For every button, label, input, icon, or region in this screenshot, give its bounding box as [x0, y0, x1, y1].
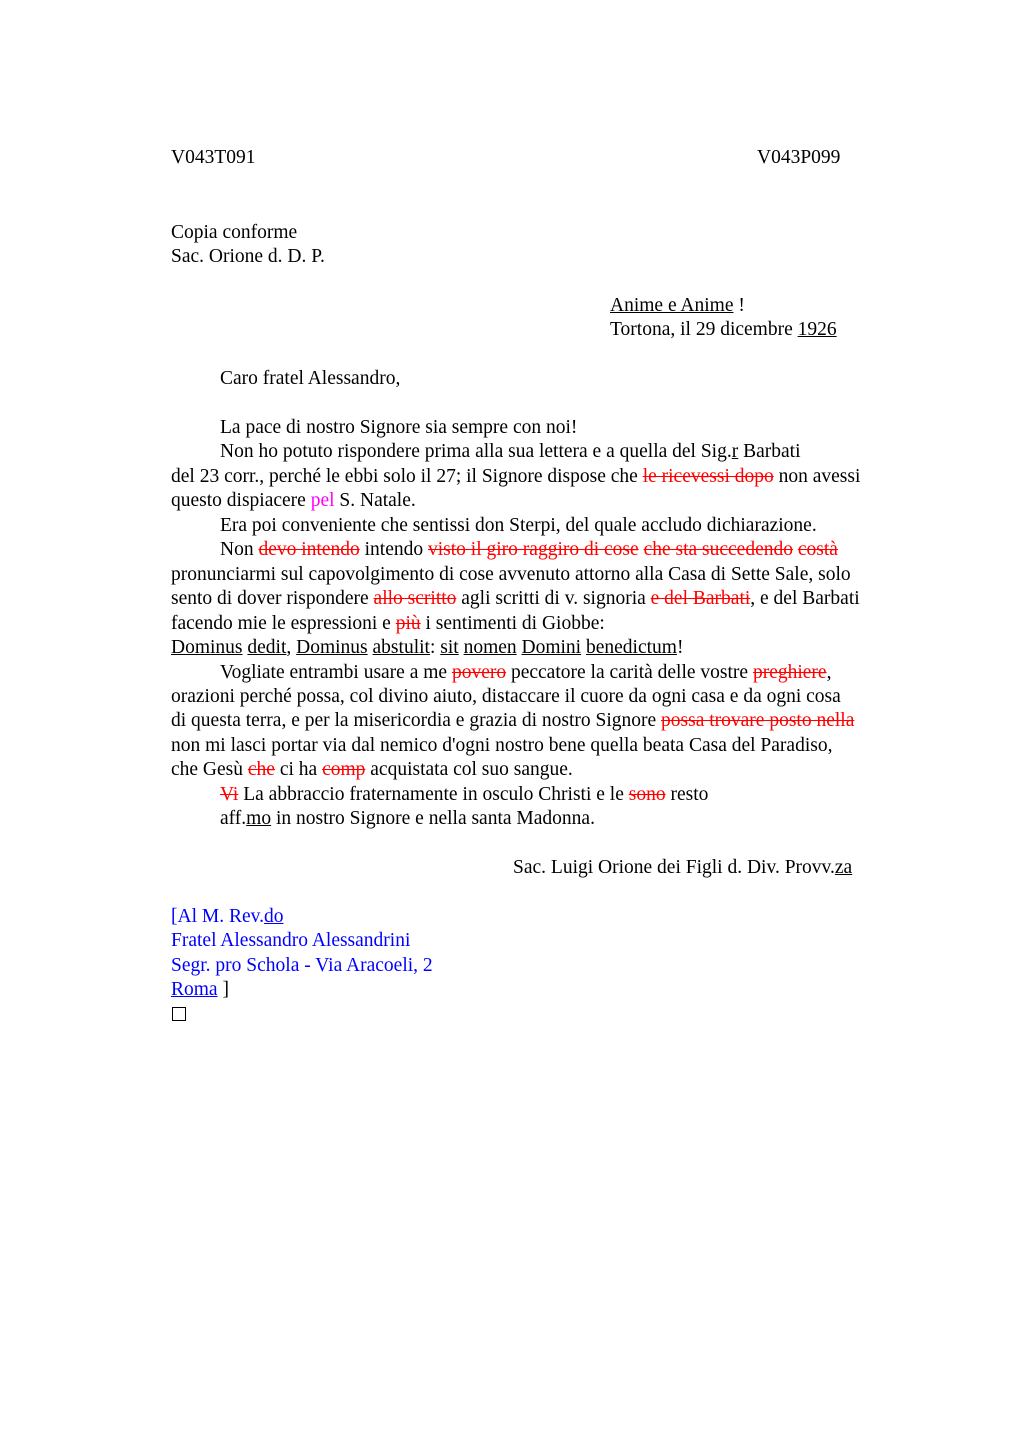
body-line-1: La pace di nostro Signore sia sempre con noi!	[220, 417, 578, 438]
checkbox-square-icon	[172, 1004, 186, 1028]
deleted-text: più	[395, 613, 421, 634]
abbrev-superscript: mo	[246, 808, 272, 829]
latin-word: nomen	[463, 637, 517, 658]
text-segment: La abbraccio fraternamente in osculo Christi e le	[238, 784, 629, 805]
dateline-prefix: Tortona, il 29 dicembre	[610, 319, 798, 340]
body-line-4	[171, 489, 416, 513]
latin-word: sit	[440, 637, 459, 658]
body-line-6	[220, 538, 838, 562]
text-segment: facendo mie le espressioni e	[171, 613, 396, 634]
body-line-17	[220, 807, 595, 831]
deleted-text: sono	[628, 784, 666, 805]
latin-word: Dominus	[171, 637, 243, 658]
motto-text: Anime e Anime	[610, 295, 734, 316]
deleted-text: povero	[451, 662, 507, 683]
text-segment: acquistata col suo sangue.	[365, 759, 573, 780]
text-segment: non avessi	[773, 466, 861, 487]
address-line-4	[171, 978, 229, 1002]
text-segment: Vogliate entrambi usare a me	[220, 662, 452, 683]
motto-suffix: !	[733, 295, 745, 316]
deleted-text: e del Barbati	[650, 588, 751, 609]
body-line-15	[171, 758, 573, 782]
text-segment: ,	[826, 662, 832, 683]
text-segment: in nostro Signore e nella santa Madonna.	[271, 808, 595, 829]
deleted-text: visto il giro raggiro di cose	[428, 539, 639, 560]
deleted-text: che	[247, 759, 275, 780]
latin-quote: Dominus dedit, Dominus abstulit: sit nomen Domini benedictum!	[171, 637, 684, 658]
body-line-5: Era poi conveniente che sentissi don Sterpi, del quale accludo dichiarazione.	[220, 515, 817, 536]
deleted-text: devo intendo	[258, 539, 360, 560]
deleted-text: le ricevessi dopo	[642, 466, 774, 487]
text-segment: i sentimenti di Giobbe:	[420, 613, 605, 634]
text-segment: ]	[217, 979, 229, 1000]
text-segment: che Gesù	[171, 759, 248, 780]
address-line-2: Fratel Alessandro Alessandrini	[171, 930, 411, 951]
text-segment: Barbati	[738, 441, 801, 462]
deleted-text: allo scritto	[373, 588, 457, 609]
latin-word: benedictum	[585, 637, 677, 658]
text-segment: di questa terra, e per la misericordia e grazia di nostro Signore	[171, 710, 662, 731]
latin-word: abstulit	[372, 637, 430, 658]
dateline	[610, 318, 837, 342]
inserted-text: pel	[310, 490, 335, 511]
deleted-text: che sta succedendo	[643, 539, 793, 560]
body-line-7: pronunciarmi sul capovolgimento di cose avvenuto attorno alla Casa di Sette Sale, solo	[171, 564, 851, 585]
address-line-1	[171, 905, 283, 929]
text-segment: , e del Barbati	[750, 588, 860, 609]
text-segment: intendo	[359, 539, 428, 560]
text-segment: aff.	[220, 808, 247, 829]
body-line-14: non mi lasci portar via dal nemico d'ogni nostro bene quella beata Casa del Paradiso,	[171, 735, 833, 756]
text-segment: ci ha	[274, 759, 323, 780]
body-line-8	[171, 587, 860, 611]
abbrev-superscript: r	[731, 441, 739, 462]
square-icon	[172, 1007, 186, 1021]
deleted-text: possa trovare posto nella	[661, 710, 855, 731]
motto	[610, 294, 745, 318]
text-segment: resto	[665, 784, 709, 805]
latin-word: dedit	[247, 637, 287, 658]
deleted-text: Vi	[220, 784, 239, 805]
salutation: Caro fratel Alessandro,	[220, 368, 401, 389]
deleted-text: comp	[322, 759, 366, 780]
abbrev-superscript: za	[834, 857, 853, 878]
left-code: V043T091	[171, 147, 256, 168]
latin-word: Domini	[521, 637, 582, 658]
body-line-9	[171, 612, 605, 636]
text-segment: S. Natale.	[334, 490, 416, 511]
body-line-3	[171, 465, 860, 489]
text-segment: questo dispiacere	[171, 490, 311, 511]
deleted-text: preghiere	[752, 662, 827, 683]
body-line-16	[220, 783, 708, 807]
body-line-2	[220, 440, 801, 464]
address-line-3: Segr. pro Schola - Via Aracoeli, 2	[171, 955, 433, 976]
text-segment: del 23 corr., perché le ebbi solo il 27; il Signore dispose che	[171, 466, 643, 487]
dateline-year: 1926	[797, 319, 837, 340]
right-code: V043P099	[757, 147, 841, 168]
text-segment: Non ho potuto rispondere prima alla sua lettera e a quella del Sig.	[220, 441, 732, 462]
text-segment: sento di dover rispondere	[171, 588, 374, 609]
abbrev-superscript: do	[263, 906, 284, 927]
text-segment: agli scritti di v. signoria	[456, 588, 651, 609]
body-line-13	[171, 709, 854, 733]
text-segment: Non	[220, 539, 259, 560]
signature	[513, 856, 852, 880]
copy-note-line2: Sac. Orione d. D. P.	[171, 246, 325, 267]
copy-note-line1: Copia conforme	[171, 222, 298, 243]
body-line-11	[220, 661, 831, 685]
latin-word: Dominus	[296, 637, 368, 658]
address-city: Roma	[171, 979, 218, 1000]
deleted-text: costà	[797, 539, 838, 560]
body-line-12: orazioni perché possa, col divino aiuto, distaccare il cuore da ogni casa e da ogni cosa	[171, 686, 841, 707]
signature-text: Sac. Luigi Orione dei Figli d. Div. Provv.	[513, 857, 835, 878]
text-segment: peccatore la carità delle vostre	[506, 662, 753, 683]
text-segment: [Al M. Rev.	[171, 906, 264, 927]
